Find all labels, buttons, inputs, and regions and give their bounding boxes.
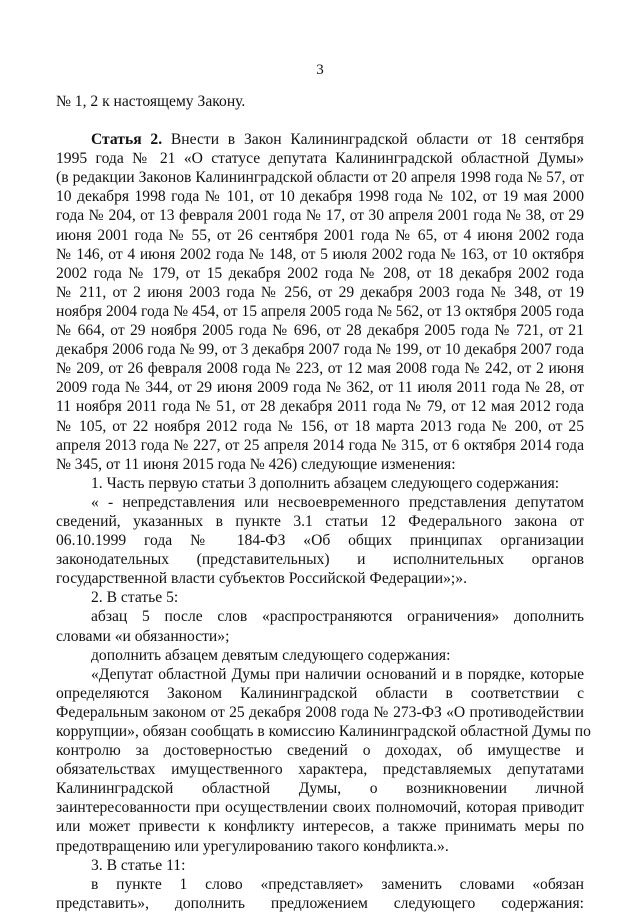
article-heading: Статья 2. [91,131,163,149]
line-text: № 209, от 26 февраля 2008 года № 223, от 12 мая 2008 года № 242, от 2 июня [56,360,584,378]
line-text: обязательствах имущественного характера, представляемых депутатами [56,761,584,779]
text-line [56,340,584,359]
line-text: № 211, от 2 июня 2003 года № 256, от 29 декабря 2003 года № 348, от 19 [56,283,584,301]
text-line [56,722,591,741]
text-line [56,455,584,474]
text-line [56,493,584,512]
line-text: представить», дополнить предложением следующего содержания: [56,894,584,912]
text-line [56,149,584,168]
text-line [56,894,584,913]
line-text: коррупции», обязан сообщать в комиссию Калининградской областной Думы по [56,723,591,740]
line-text: дополнить абзацем девятым следующего содержания: [91,646,451,664]
line-text: 06.10.1999 года № 184-ФЗ «Об общих принципах организации [56,532,584,550]
text-line [56,875,584,894]
line-text: № 664, от 29 ноября 2005 года № 696, от 28 декабря 2005 года № 721, от 21 [56,322,584,340]
line-text: законодательных (представительных) и исполнительных органов [56,551,584,569]
line-text: № 105, от 22 ноября 2012 года № 156, от 18 марта 2013 года № 200, от 25 [56,417,584,435]
line-text: 1. Часть первую статьи 3 дополнить абзацем следующего содержания: [91,474,560,492]
line-text: определяются Законом Калининградской области в соответствии с [56,684,584,702]
text-line [56,531,584,550]
text-line [56,397,584,416]
text-line [56,856,584,875]
line-text: предотвращению или урегулированию такого конфликта.». [56,837,449,855]
text-line [56,779,584,798]
line-text: (в редакции Законов Калининградской области от 20 апреля 1998 года № 57, от [56,169,584,187]
text-line [56,627,584,646]
text-line [56,302,584,321]
text-line [56,417,584,436]
text-line [56,646,584,665]
line-text: июня 2001 года № 55, от 26 сентября 2001 года № 65, от 4 июня 2002 года [56,226,584,244]
text-line [56,837,584,856]
text-line [56,665,584,684]
line-text: или может привести к конфликту интересов, а также принимать меры по [56,818,584,836]
line-text: декабря 2006 года № 99, от 3 декабря 2007 года № 199, от 10 декабря 2007 года [56,341,584,359]
text-line [56,550,584,569]
line-text: « - непредставления или несвоевременного представления депутатом [91,493,584,511]
text-line [56,588,584,607]
line-text: 1995 года № 21 «О статусе депутата Калининградской областной Думы» [56,150,584,168]
text-line [56,684,584,703]
line-text: № 146, от 4 июня 2002 года № 148, от 5 июля 2002 года № 163, от 10 октября [56,245,584,263]
text-line [56,741,584,760]
text-line [56,569,584,588]
text-line [56,512,584,531]
line-text: контролю за достоверностью сведений о доходах, об имуществе и [56,742,584,760]
text-line [56,436,584,455]
text-line [56,168,584,187]
text-line [56,130,584,149]
line-text: заинтересованности при осуществлении своих полномочий, которая приводит [56,799,584,817]
line-text: государственной власти субъектов Российской Федерации»;». [56,570,467,588]
line-text: апреля 2013 года № 227, от 25 апреля 2014 года № 315, от 6 октября 2014 года [56,436,584,454]
text-line [56,321,584,340]
line-text: Федеральным законом от 25 декабря 2008 года № 273-ФЗ «О противодействии [56,703,584,721]
line-text: 2002 года № 179, от 15 декабря 2002 года № 208, от 18 декабря 2002 года [56,264,584,282]
text-line [56,798,584,817]
line-text: 10 декабря 1998 года № 101, от 10 декабря 1998 года № 102, от 19 мая 2000 [56,188,584,206]
text-line [56,607,584,626]
line-text: 11 ноября 2011 года № 51, от 28 декабря 2011 года № 79, от 12 мая 2012 года [56,398,584,416]
text-line [56,92,584,111]
text-line [56,264,584,283]
line-text: Калининградской областной Думы, о возникновении личной [56,780,584,798]
line-text: словами «и обязанности»; [56,627,230,645]
line-text: абзац 5 после слов «распространяются ограничения» дополнить [91,608,584,626]
text-line [56,703,584,722]
line-text: 2. В статье 5: [91,589,179,607]
text-line [56,359,584,378]
paragraph-gap [56,111,584,130]
text-line [56,206,584,225]
line-text: года № 204, от 13 февраля 2001 года № 17, от 30 апреля 2001 года № 38, от 29 [56,207,584,225]
document-body [56,92,591,913]
text-line [56,817,584,836]
text-line [56,378,584,397]
line-text: 3. В статье 11: [91,856,186,874]
line-text: ноября 2004 года № 454, от 15 апреля 2005 года № 562, от 13 октября 2005 года [56,302,584,320]
line-text: № 1, 2 к настоящему Закону. [56,93,246,110]
line-text: 2009 года № 344, от 29 июня 2009 года № 362, от 11 июля 2011 года № 28, от [56,379,584,397]
line-text: «Депутат областной Думы при наличии оснований и в порядке, которые [91,665,584,683]
text-line [56,245,584,264]
text-line [56,187,584,206]
text-line [56,474,584,493]
text-line [56,760,584,779]
line-text: в пункте 1 слово «представляет» заменить словами «обязан [91,875,584,893]
text-line [56,226,584,245]
line-text: № 345, от 11 июня 2015 года № 426) следующие изменения: [56,455,456,473]
page-number: 3 [316,62,324,78]
line-text: сведений, указанных в пункте 3.1 статьи 12 Федерального закона от [56,512,584,530]
text-line [56,283,584,302]
line-text: Внести в Закон Калининградской области от 18 сентября [162,131,584,149]
